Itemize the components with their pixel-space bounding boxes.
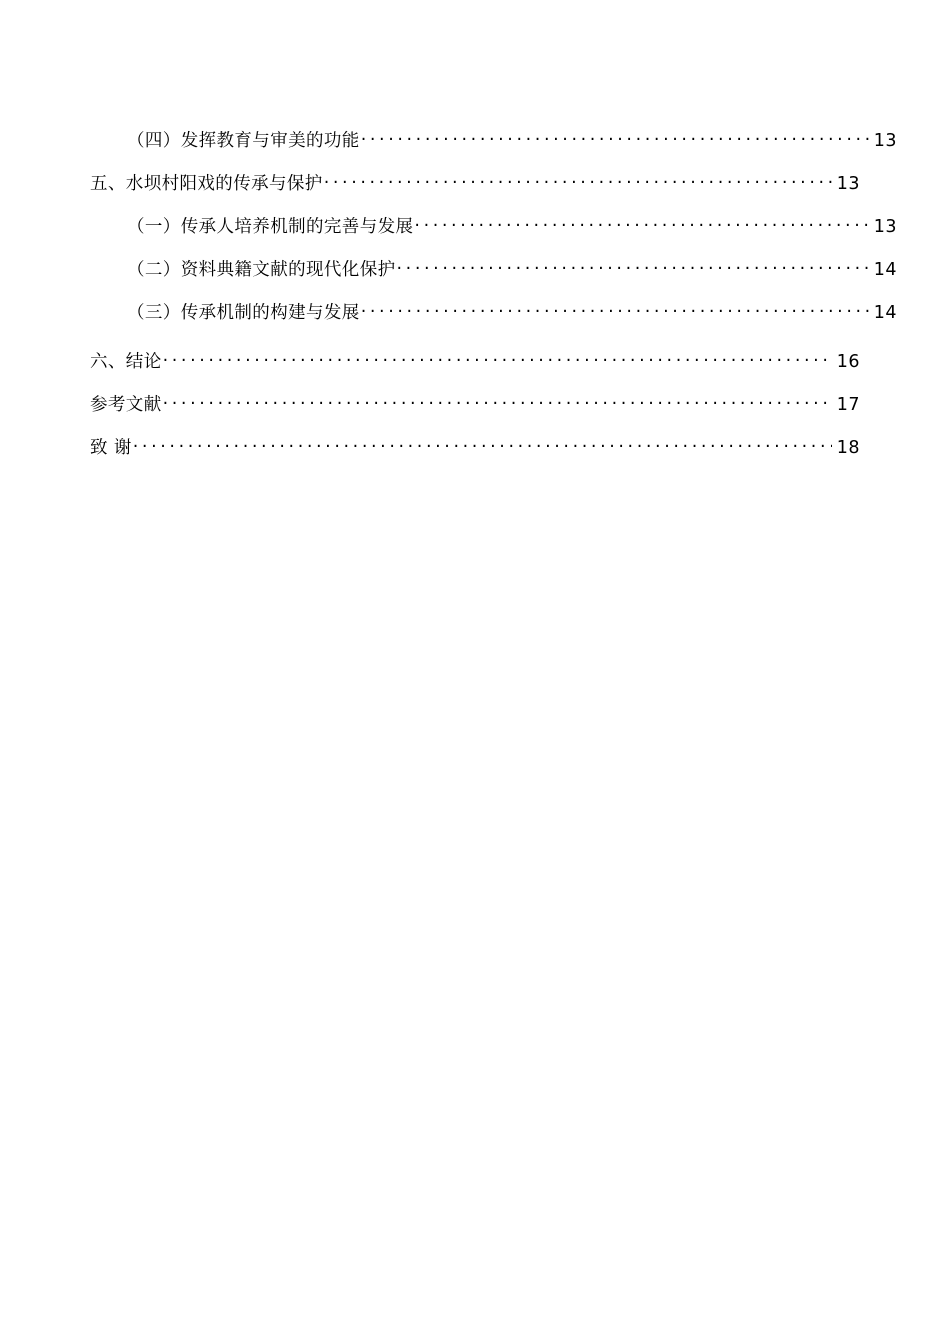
toc-entry-title: （一）传承人培养机制的完善与发展 [127,216,414,237]
toc-entry[interactable] [90,435,860,457]
toc-entry[interactable] [90,171,860,193]
toc-entry[interactable] [90,392,860,414]
toc-page-number: 16 [836,351,860,372]
toc-page-number: 13 [873,130,897,151]
toc-entry-title: 参考文献 [90,394,162,415]
toc-entry[interactable] [90,128,897,150]
toc-page-number: 13 [836,173,860,194]
toc-leader-dots [361,300,869,318]
toc-leader-dots [361,128,869,146]
toc-page-number: 14 [873,302,897,323]
toc-entry-title: （二）资料典籍文献的现代化保护 [127,259,396,280]
toc-leader-dots [414,214,869,232]
toc-page-number: 18 [836,437,860,458]
toc-entry[interactable] [90,300,897,322]
toc-leader-dots [163,392,832,410]
toc-entry-title: （四）发挥教育与审美的功能 [127,130,360,151]
toc-entry-title: 致 谢 [90,437,132,458]
toc-entry[interactable] [90,257,897,279]
toc-page-number: 17 [836,394,860,415]
toc-page-number: 13 [873,216,897,237]
toc-entry-title: （三）传承机制的构建与发展 [127,302,360,323]
toc-leader-dots [397,257,870,275]
table-of-contents [90,128,897,458]
toc-entry-title: 六、结论 [90,351,162,372]
toc-leader-dots [324,171,832,189]
toc-leader-dots [133,435,832,453]
toc-page-number: 14 [873,259,897,280]
toc-entry[interactable] [90,214,897,236]
toc-entry-title: 五、水坝村阳戏的传承与保护 [90,173,323,194]
toc-leader-dots [163,349,832,367]
toc-entry[interactable] [90,349,860,371]
